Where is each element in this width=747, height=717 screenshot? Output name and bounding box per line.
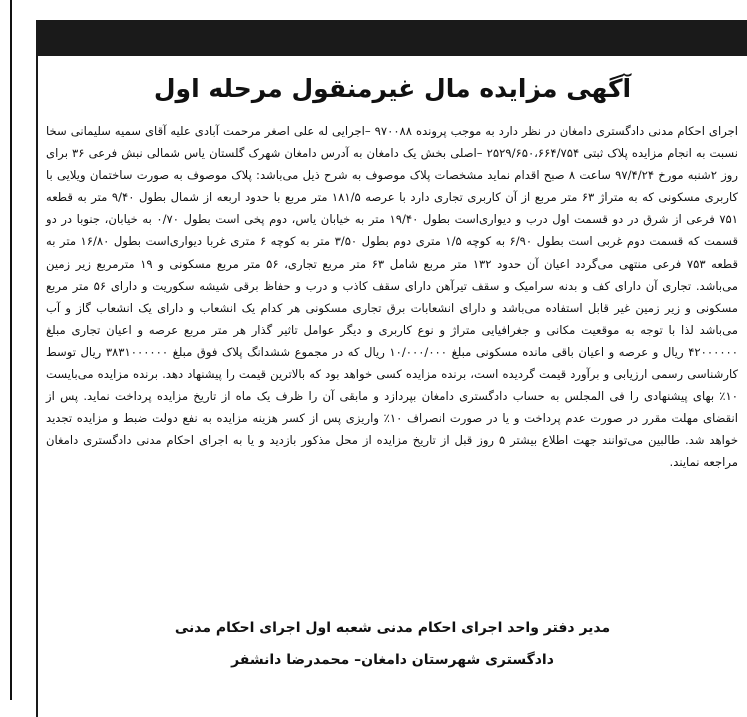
signature-line-2: دادگستری شهرستان دامغان– محمدرضا دانشفر [231,652,554,668]
auction-notice [36,56,747,717]
signature-line-1: مدیر دفتر واحد اجرای احکام مدنی شعبه اول اجرای احکام مدنی [174,620,611,636]
notice-body: اجرای احکام مدنی دادگستری دامغان در نظر دارد به موجب پرونده ۹۷۰۰۸۸ –اجرایی له علی اصغر مرحمت آبادی علیه آقای سمیه سلیمانی سخا نسبت به انجام مزایده پلاک ثبتی ۲۵۲۹/۶۵۰،۶۶۴/۷۵۴ –اصلی بخش یک دامغان به آدرس دامغان شهرک گلستان یاس شمالی نبش فرعی ۳۶ برای روز ۲شنبه مورخ ۹۷/۴/۲۴ ساعت ۸ صبح اقدام نماید مشخصات پلاک موصوف به شرح ذیل می‌باشد: پلاک موصوف به صورت ساختمان ویلایی با کاربری مسکونی که به متراژ ۶۳ متر مربع از آن کاربری تجاری دارد با عرصه ۱۸۱/۵ متر مربع با حدود اربعه از شمال بطول ۹/۴۰ متر به قطعه ۷۵۱ فرعی از شرق در دو قسمت اول درب و دیواری‌است بطول ۱۹/۴۰ متر به خیابان یاس، دوم پخی است بطول ۰/۷۰ به خیابان، جنوبا در دو قسمت که قسمت دوم غربی است بطول ۶/۹۰ به کوچه ۱/۵ متری دوم بطول ۳/۵۰ متر به کوچه ۶ متری غربا دیواری‌است بطول ۱۶/۸۰ متر به قطعه ۷۵۳ فرعی منتهی می‌گردد اعیان آن حدود ۱۳۲ متر مربع شامل ۶۳ متر مربع تجاری، ۵۶ متر مربع مسکونی و ۱۹ مترمربع زیر زمین می‌باشد. تجاری آن دارای کف و بدنه سرامیک و سقف تیرآهن دارای سقف کاذب و درب و حفاظ برقی شیشه سکوریت و دارای ۵۶ متر مربع مسکونی و زیر زمین غیر قابل استفاده می‌باشد و دارای انشعابات برق تجاری مسکونی هر کدام یک انشعاب و دارای یک انشعاب گاز و آب می‌باشد لذا با توجه به موقعیت مکانی و جغرافیایی متراژ و نوع کاربری و دیگر عوامل تاثیر گذار هر متر مربع عرصه و اعیان تجاری مبلغ ۴۲۰۰۰۰۰۰ ریال و عرصه و اعیان باقی مانده مسکونی مبلغ ۱۰/۰۰۰/۰۰۰ ریال که در مجموع ششدانگ پلاک فوق مبلغ ۳۸۳۱۰۰۰۰۰۰ ریال توسط کارشناسی رسمی ارزیابی و برآورد قیمت گردیده است، برنده مزایده کسی خواهد بود که بالاترین قیمت را پیشنهاد دهد. برنده مزایده می‌بایست ۱۰٪ بهای پیشنهادی را فی المجلس به حساب دادگستری دامغان بپردازد و مابقی آن را ظرف یک ماه از تاریخ مزایده پرداخت نماید. پس از انقضای مهلت مقرر در صورت عدم پرداخت و یا در صورت انصراف ۱۰٪ واریزی پس از کسر هزینه مزایده به نفع دولت ضبط و مزایده تجدید خواهد شد. طالبین می‌توانند جهت اطلاع بیشتر ۵ روز قبل از تاریخ مزایده از محل مذکور بازدید و یا به اجرای احکام مدنی دادگستری دامغان مراجعه نمایند. [46,124,739,470]
notice-title: آگهی مزایده مال غیرمنقول مرحله اول [153,74,632,103]
page-edge-rule [10,0,12,700]
header-band [36,20,747,56]
